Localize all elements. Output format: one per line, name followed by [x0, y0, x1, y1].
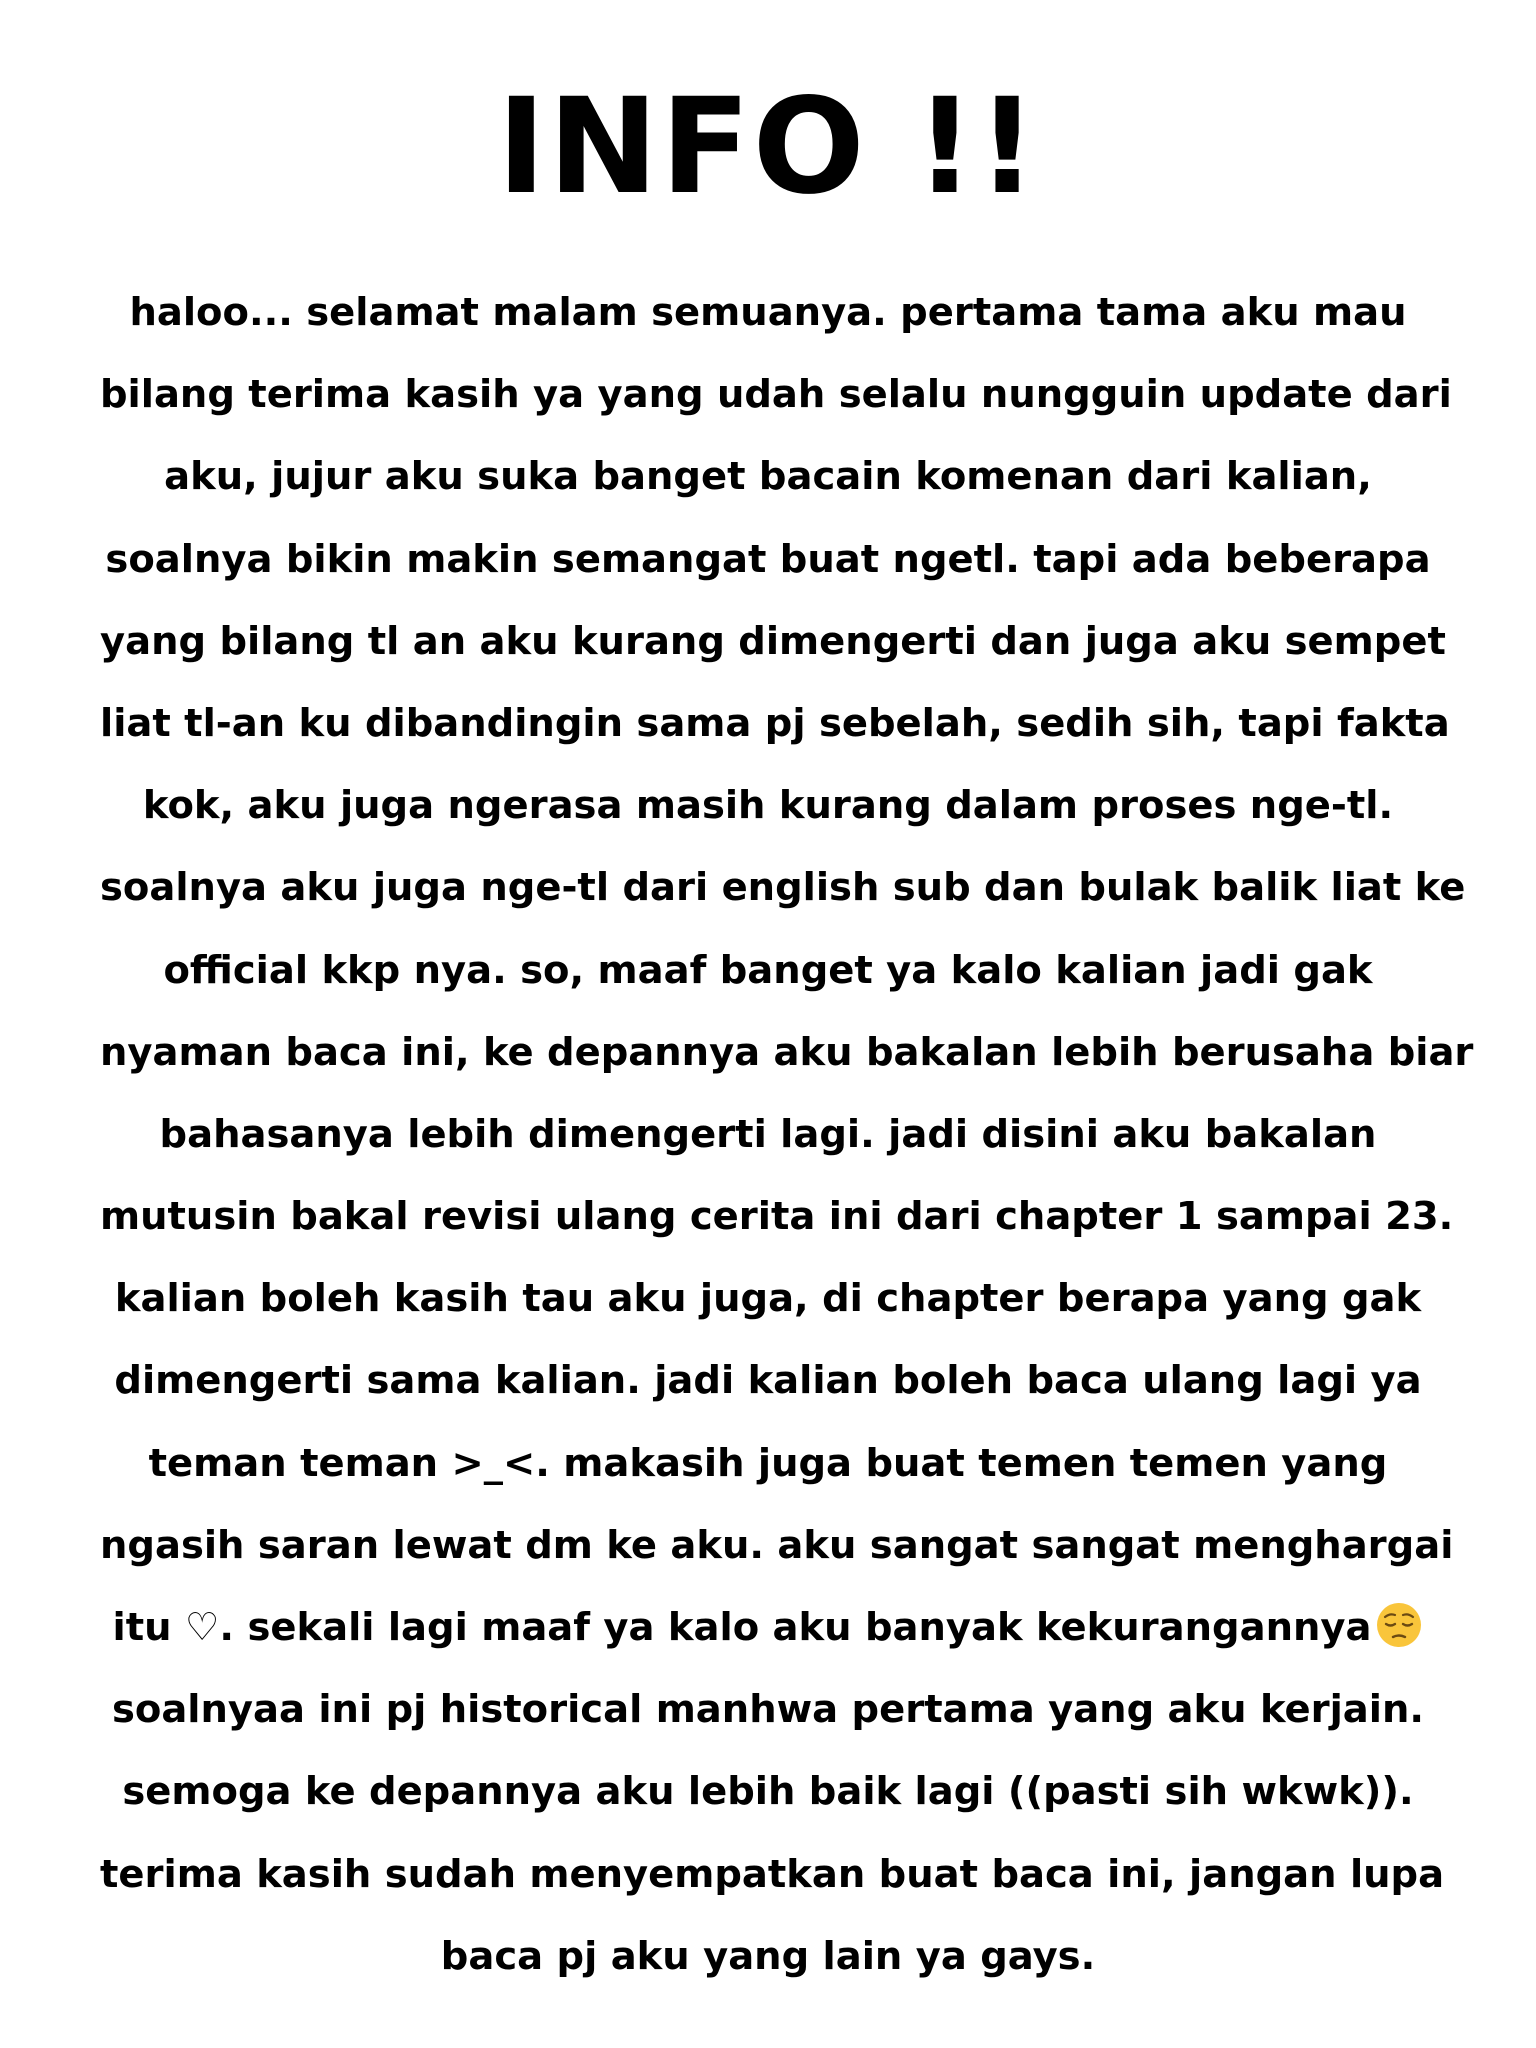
message-line-9: official kkp nya. so, maaf banget ya kalo kalian jadi gak: [163, 947, 1373, 993]
message-line-8: soalnya aku juga nge-tl dari english sub dan bulak balik liat ke: [100, 865, 1466, 911]
pensive-face-emoji-icon: [1375, 1601, 1423, 1649]
message-line-12: mutusin bakal revisi ulang cerita ini dari chapter 1 sampai 23.: [100, 1194, 1454, 1240]
message-line-14: dimengerti sama kalian. jadi kalian boleh baca ulang lagi ya: [114, 1358, 1422, 1404]
message-line-4: soalnya bikin makin semangat buat ngetl. tapi ada beberapa: [105, 536, 1431, 582]
message-line-10: nyaman baca ini, ke depannya aku bakalan lebih berusaha biar: [100, 1029, 1474, 1075]
message-line-16: ngasih saran lewat dm ke aku. aku sangat sangat menghargai: [100, 1522, 1454, 1568]
message-line-7: kok, aku juga ngerasa masih kurang dalam proses nge-tl.: [142, 783, 1394, 829]
emoji-face: [1377, 1603, 1421, 1647]
message-line-11: bahasanya lebih dimengerti lagi. jadi disini aku bakalan: [159, 1111, 1377, 1157]
message-line-5: yang bilang tl an aku kurang dimengerti dan juga aku sempet: [100, 618, 1446, 664]
message-line-2: bilang terima kasih ya yang udah selalu nungguin update dari: [100, 372, 1452, 418]
page-title: INFO !!: [496, 70, 1040, 224]
message-line-1: haloo... selamat malam semuanya. pertama tama aku mau: [129, 290, 1407, 335]
message-line-21: baca pj aku yang lain ya gays.: [440, 1933, 1096, 1979]
message-line-15: teman teman >_<. makasih juga buat temen temen yang: [148, 1440, 1388, 1486]
message-line-13: kalian boleh kasih tau aku juga, di chapter berapa yang gak: [114, 1276, 1422, 1322]
info-message: [100, 272, 1474, 1998]
message-line-3: aku, jujur aku suka banget bacain komenan dari kalian,: [164, 454, 1372, 500]
message-line-20: terima kasih sudah menyempatkan buat baca ini, jangan lupa: [100, 1851, 1445, 1897]
message-line-17: [100, 1587, 1436, 1669]
message-line-18: soalnyaa ini pj historical manhwa pertama yang aku kerjain.: [111, 1687, 1425, 1733]
message-line-19: semoga ke depannya aku lebih baik lagi ((pasti sih wkwk)).: [122, 1769, 1414, 1815]
message-line-17-text: itu ♡. sekali lagi maaf ya kalo aku banyak kekurangannya: [112, 1605, 1372, 1650]
message-line-6: liat tl-an ku dibandingin sama pj sebelah, sedih sih, tapi fakta: [100, 700, 1450, 746]
